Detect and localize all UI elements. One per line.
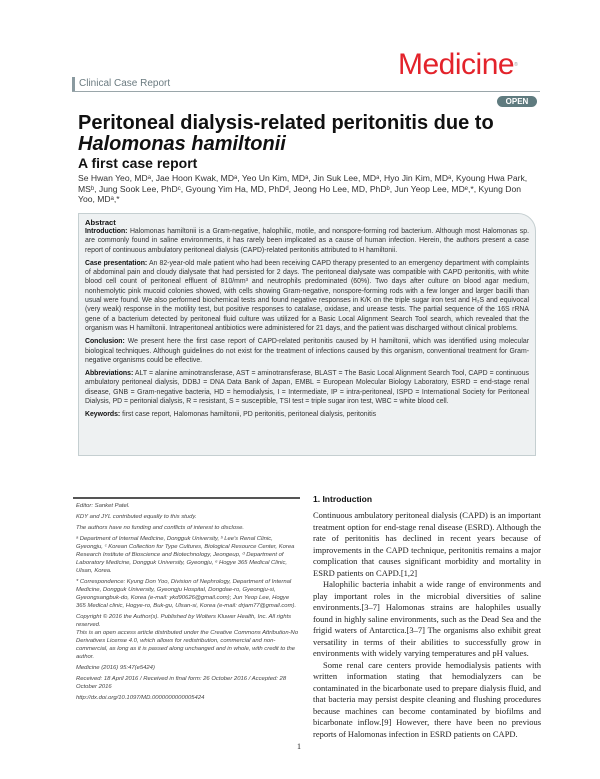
abstract-conclusion [85, 337, 529, 365]
body-paragraph: Some renal care centers provide hemodialysis patients with written information stating that hemodialyzers can be contaminated in the bicarbonate used to prepare dialysis fluid, and that bacteria may persist despite cleaning and flushing procedures because machines can become contaminated by biofilms and bicarbonate inflow.[9] However, there have been no previous reports of Halomonas infection in ESRD patients on CAPD. [313, 659, 541, 739]
author-list: Se Hwan Yeo, MDᵃ, Jae Hoon Kwak, MDᵃ, Yeo Un Kim, MDᵃ, Jin Suk Lee, MDᵃ, Hyo Jin Kim, MDᵃ, Kyoung Hwa Park, MSᵇ, Jung Sook Lee, PhDᶜ, Gyoung Yim Ha, MD, PhDᵈ, Jeong Ho Lee, MD, PhDᵇ, Jun Yeop Lee, MDᵉ,*, Kyung Don Yoo, MDᵃ,* [78, 173, 528, 204]
abstract-text: We present here the first case report of CAPD-related peritonitis caused by H hamiltonii, which was identified using molecular biological techniques. Although guidelines do not exist for the treatment of infections caused by this organism, conventional treatment for Gram-negative organisms could be effective. [85, 338, 529, 364]
abstract-text: first case report, Halomonas hamiltonii, PD peritonitis, peritoneal dialysis, peritonitis [120, 411, 377, 419]
abstract-keywords [85, 410, 529, 419]
footnote-conflicts: The authors have no funding and conflicts of interest to disclose. [76, 525, 244, 531]
article-title [78, 113, 494, 155]
abstract-label: Introduction: [85, 228, 128, 235]
introduction-section [313, 494, 541, 740]
footnote-doi-link[interactable]: http://dx.doi.org/10.1097/MD.0000000000005424 [76, 695, 205, 701]
footnote-copyright: Copyright © 2016 the Author(s). Published by Wolters Kluwer Health, Inc. All rights reserved. This is an open access article distributed under the Creative Commons Attribution-No Derivatives License 4.0, which allows for redistribution, commercial and non-commercial, as long as it is passed along unchanged and in whole, with credit to the author. [76, 614, 299, 660]
abstract-abbreviations [85, 369, 529, 406]
footnote-correspondence: * Correspondence: Kyung Don Yoo, Division of Nephrology, Department of Internal Medicine, Dongguk University, Gyeongju Hospital, Dongdae-ro, Gyeongju-si, Gyeongsangbuk-do, Korea (e-mail: ykd90626@gmail.com); Jun Yeop Lee, Hogye 365 Medical clinic, Hogye-ro, Buk-gu, Ulsan-si, Korea (e-mail: drjam77@gmail.com). [76, 579, 297, 609]
abstract-box [78, 213, 536, 456]
abstract-label: Case presentation: [85, 259, 148, 267]
abstract-text: An 82-year-old male patient who had been receiving CAPD therapy presented to an emergency department with complaints of abdominal pain and cloudy dialysate that had persisted for 2 days. The peritoneal dialysate was compatible with CAPD peritonitis, with white blood cell count of peritoneal effluent of 810/mm³ and neutrophils predominated (60%). Two days after culture on blood agar medium, nonhemolytic pink mucoid colonies showed, with cells showing Gram-negative, nonspore-forming rods with a few longer and larger bacilli than usual were found. We also performed biochemical tests and found negative responses in K/K on the triple sugar iron test and H₂S and equivocal (very weak) response in the motility test, but positive responses to catalase, oxidase, and urease tests. The partial sequence of the 16S rRNA gene of a bacterium detected by peritoneal fluid culture was utilized for a Basic Local Alignment Search Tool search, which revealed that the organism was H hamiltonii. Intraperitoneal antibiotics were administered for 21 days, and the patient was discharged without clinical problems. [85, 259, 529, 332]
footnotes [76, 502, 300, 705]
article-subtitle: A first case report [78, 155, 198, 171]
journal-logo [398, 48, 517, 82]
abstract-case-presentation [85, 259, 529, 333]
abstract-text: ALT = alanine aminotransferase, AST = aminotransferase, BLAST = The Basic Local Alignment Search Tool, CAPD = continuous ambulatory peritoneal dialysis, DDBJ = DNA Data Bank of Japan, EMBL = European Molecular Biology Laboratory, ESRD = end-stage renal disease, GNB = Gram-negative bacteria, HD = hemodialysis, I = Intermediate, IP = intra-peritoneal, ISPD = International Society for Peritoneal Dialysis, PD = peritonial dialysis, R = resistant, S = susceptible, TSI test = triple sugar iron test, WBC = white blood cell. [85, 370, 529, 406]
header-divider [72, 91, 540, 92]
footnote-affiliations: ᵃ Department of Internal Medicine, Dongguk University, ᵇ Lee's Renal Clinic, Gyeongju, ᶜ Korean Collection for Type Cultures, Biological Resource Center, Korea Research Institute of Bioscience and Biotechnology, Jeongeup, ᵈ Department of Laboratory Medicine, Dongguk University, Gyeongju, ᵉ Hogye 365 Medical Clinic, Ulsan, Korea. [76, 536, 295, 574]
journal-name: Medicine [398, 48, 515, 81]
abstract-text: Halomonas hamiltonii is a Gram-negative, halophilic, motile, and nonspore-forming rod bacterium. Although most Halomonas sp. are commonly found in saline environments, it has rarely been implicated as a cause of human infection. Herein, the authors present a case report of continuous ambulatory peritoneal dialysis (CAPD)-related peritonitis attributed to H hamiltonii. [85, 228, 529, 254]
footnote-contribution: KDY and JYL contributed equally to this study. [76, 514, 197, 520]
title-line-1: Peritoneal dialysis-related peritonitis due to [78, 112, 494, 134]
open-access-badge: OPEN [497, 96, 537, 107]
body-paragraph: Continuous ambulatory peritoneal dialysis (CAPD) is an important treatment option for end-stage renal disease (ESRD). Although the rate of peritonitis has declined in recent years because of improvements in the CAPD technique, peritonitis remains a major complication that causes significant morbidity and mortality in ESRD patients on CAPD.[1,2] [313, 510, 541, 578]
abstract-label: Keywords: [85, 411, 121, 419]
abstract-heading: Abstract [85, 218, 116, 227]
section-label: Clinical Case Report [72, 77, 170, 91]
footnote-citation: Medicine (2016) 95:47(e5424) [76, 665, 155, 671]
footnote-divider [73, 497, 300, 499]
footnote-dates: Received: 18 April 2016 / Received in final form: 26 October 2016 / Accepted: 28 October 2016 [76, 676, 287, 690]
body-paragraph: Halophilic bacteria inhabit a wide range of environments and play important roles in the microbial diversities of saline environments.[3–7] Halomonas strains are halophiles usually found in highly saline environments, such as the Dead Sea and the frigid waters of Antarctica.[3–7] The organisms also exhibit great versatility in terms of their abilities to successfully grow in environments with widely varying temperatures and pH values. [313, 579, 541, 658]
abstract-introduction [85, 227, 529, 255]
abstract-label: Abbreviations: [85, 370, 134, 378]
abstract-label: Conclusion: [85, 338, 125, 346]
footnote-editor: Editor: Sanket Patel. [76, 503, 130, 509]
page-number: 1 [297, 742, 301, 751]
title-line-2: Halomonas hamiltonii [78, 133, 286, 155]
registered-mark: ® [514, 62, 518, 68]
introduction-heading: 1. Introduction [313, 494, 373, 504]
